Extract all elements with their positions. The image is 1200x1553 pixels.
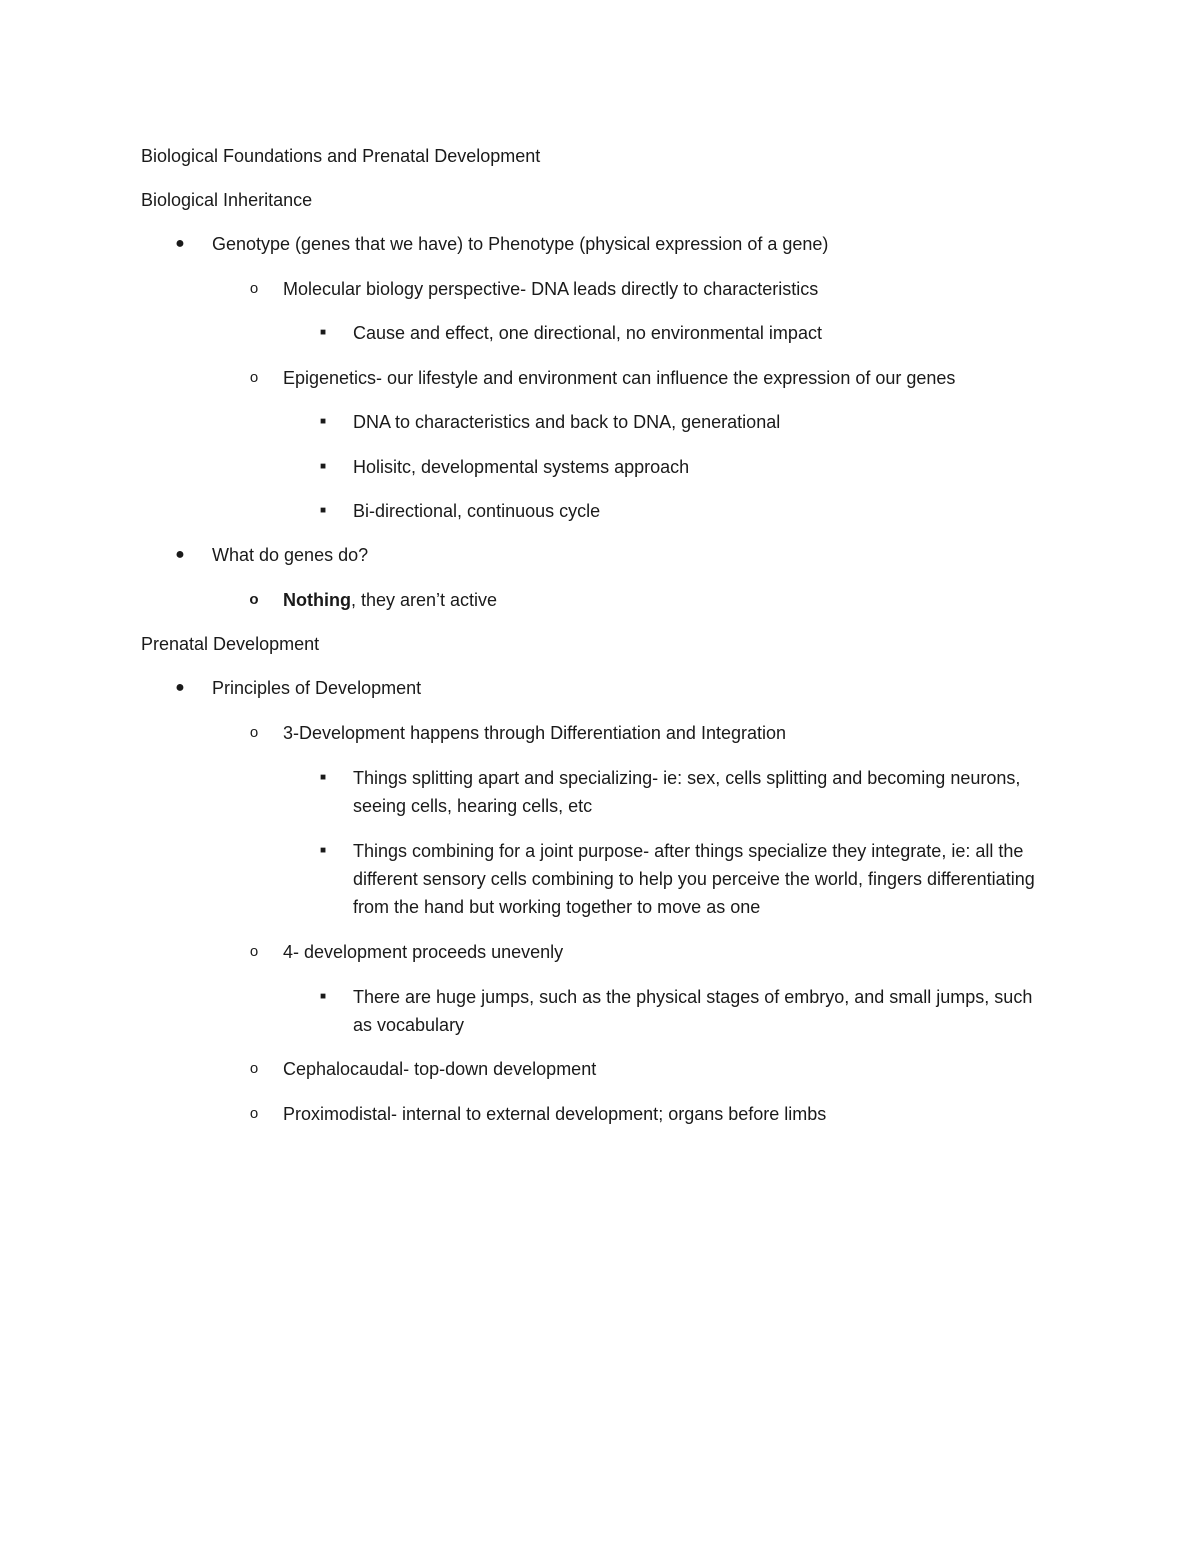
bullet-marker: ● (175, 679, 185, 696)
sub-bullet-marker: o (249, 724, 259, 741)
square-bullet-marker: ■ (319, 505, 327, 516)
list-item: Cephalocaudal- top-down development (283, 1059, 597, 1079)
list-item: DNA to characteristics and back to DNA, generational (353, 412, 781, 432)
list-item-text: , they aren’t active (350, 590, 498, 610)
list-item: Things combining for a joint purpose- after things specialize they integrate, ie: all the different sensory cells combining to help you perceive the world, fingers differentiating from the hand but working together to move as one (353, 841, 1035, 917)
list-item: Epigenetics- our lifestyle and environment can influence the expression of our genes (283, 368, 956, 388)
sub-bullet-marker: o (249, 943, 259, 960)
emphasis-text: Nothing (283, 590, 351, 610)
list-item: Things splitting apart and specializing- ie: sex, cells splitting and becoming neurons, seeing cells, hearing cells, etc (353, 768, 1021, 816)
sub-bullet-marker: o (249, 1105, 259, 1122)
list-item: Holisitc, developmental systems approach (353, 457, 690, 477)
square-bullet-marker: ■ (319, 461, 327, 472)
square-bullet-marker: ■ (319, 327, 327, 338)
sub-bullet-marker: o (249, 280, 259, 297)
list-item: What do genes do? (212, 545, 369, 565)
list-item: Bi-directional, continuous cycle (353, 501, 601, 521)
section-heading-biological-inheritance: Biological Inheritance (141, 190, 313, 210)
bullet-marker: ● (175, 235, 185, 252)
list-item (283, 586, 497, 614)
square-bullet-marker: ■ (319, 845, 327, 856)
list-item: 4- development proceeds unevenly (283, 942, 564, 962)
square-bullet-marker: ■ (319, 416, 327, 427)
list-item: Proximodistal- internal to external development; organs before limbs (283, 1104, 827, 1124)
list-item: Genotype (genes that we have) to Phenotype (physical expression of a gene) (212, 234, 829, 254)
square-bullet-marker: ■ (319, 991, 327, 1002)
list-item: Molecular biology perspective- DNA leads directly to characteristics (283, 279, 819, 299)
list-item: Principles of Development (212, 678, 422, 698)
list-item: Cause and effect, one directional, no environmental impact (353, 323, 822, 343)
sub-bullet-marker: o (249, 1060, 259, 1077)
bullet-marker: ● (175, 546, 185, 563)
square-bullet-marker: ■ (319, 772, 327, 783)
list-item: There are huge jumps, such as the physical stages of embryo, and small jumps, such as vocabulary (353, 987, 1033, 1035)
sub-bullet-marker: o (249, 591, 259, 608)
sub-bullet-marker: o (249, 369, 259, 386)
list-item: 3-Development happens through Differentiation and Integration (283, 723, 787, 743)
section-heading-prenatal-development: Prenatal Development (141, 634, 320, 654)
document-title: Biological Foundations and Prenatal Development (141, 146, 541, 166)
